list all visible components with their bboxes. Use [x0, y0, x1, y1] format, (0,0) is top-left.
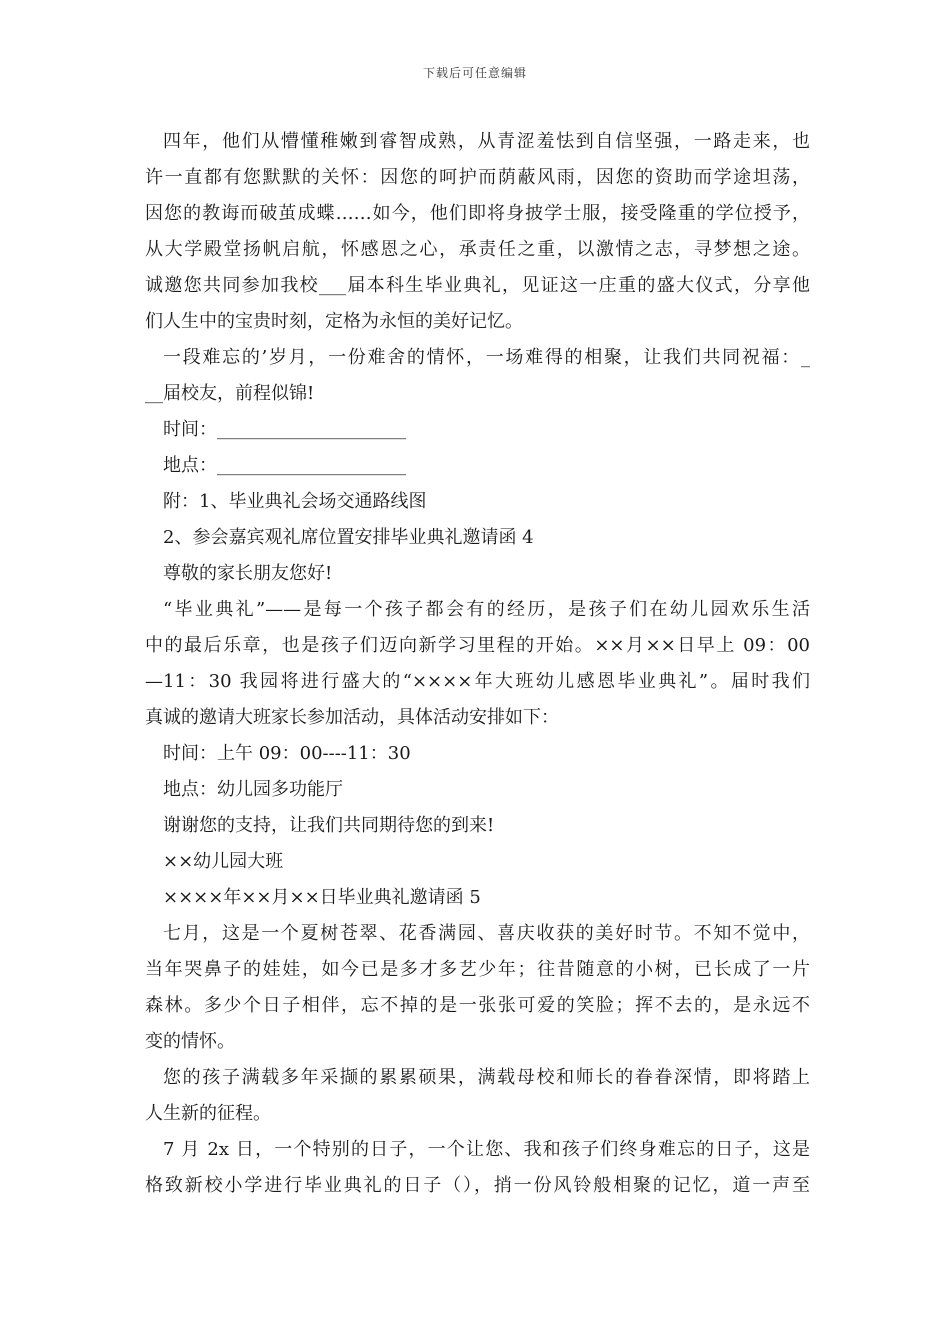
text-line: 7 月 2x 日，一个特别的日子，一个让您、我和孩子们终身难忘的日子，这是 [163, 1139, 810, 1160]
text-line: 诚邀您共同参加我校___届本科生毕业典礼，见证这一庄重的盛大仪式，分享他 [145, 275, 810, 296]
text-line: 森林。多少个日子相伴，忘不掉的是一张张可爱的笑脸；挥不去的，是永远不 [145, 995, 810, 1016]
text-line: 人生新的征程。 [145, 1103, 271, 1124]
text-line: 当年哭鼻子的娃娃，如今已是多才多艺少年；往昔随意的小树，已长成了一片 [145, 959, 810, 980]
text-line: 中的最后乐章，也是孩子们迈向新学习里程的开始。××月××日早上 09：00 [145, 635, 810, 656]
text-line: 七月，这是一个夏树苍翠、花香满园、喜庆收获的美好时节。不知不觉中， [163, 923, 810, 944]
text-line: 们人生中的宝贵时刻，定格为永恒的美好记忆。 [145, 311, 523, 332]
text-line: 格致新校小学进行毕业典礼的日子（），捎一份风铃般相聚的记忆，道一声至 [145, 1175, 810, 1196]
text-line: 地点：幼儿园多功能厅 [163, 779, 343, 800]
text-line: 2、参会嘉宾观礼席位置安排毕业典礼邀请函 4 [163, 527, 534, 548]
text-line: 地点：_____________________ [163, 455, 406, 476]
text-line: 时间：上午 09：00----11：30 [163, 743, 411, 764]
page-header: 下载后可任意编辑 [422, 66, 527, 80]
text-line: 因您的教诲而破茧成蝶……如今，他们即将身披学士服，接受隆重的学位授予， [145, 203, 810, 224]
text-line: __届校友，前程似锦! [145, 383, 315, 404]
text-line: 许一直都有您默默的关怀：因您的呵护而荫蔽风雨，因您的资助而学途坦荡， [145, 167, 810, 188]
document-body [145, 124, 810, 1204]
text-line: ××××年××月××日毕业典礼邀请函 5 [163, 887, 481, 908]
text-line: ××幼儿园大班 [163, 851, 284, 872]
text-line: 四年，他们从懵懂稚嫩到睿智成熟，从青涩羞怯到自信坚强，一路走来，也 [163, 131, 810, 152]
text-line: “毕业典礼”——是每一个孩子都会有的经历，是孩子们在幼儿园欢乐生活 [163, 599, 810, 620]
text-line: 真诚的邀请大班家长参加活动，具体活动安排如下： [145, 707, 559, 728]
text-line: 尊敬的家长朋友您好! [163, 563, 333, 584]
text-line: 您的孩子满载多年采撷的累累硕果，满载母校和师长的眷眷深情，即将踏上 [163, 1067, 810, 1088]
text-line: 谢谢您的支持，让我们共同期待您的到来! [163, 815, 495, 836]
text-line: 从大学殿堂扬帆启航，怀感恩之心，承责任之重，以激情之志，寻梦想之途。 [145, 239, 810, 260]
text-line: 一段难忘的’岁月，一份难舍的情怀，一场难得的相聚，让我们共同祝福：_ [163, 347, 810, 368]
text-line: 变的情怀。 [145, 1031, 235, 1052]
text-line: 时间：_____________________ [163, 419, 406, 440]
text-line: —11：30 我园将进行盛大的“××××年大班幼儿感恩毕业典礼”。届时我们 [145, 671, 810, 692]
text-line: 附：1、毕业典礼会场交通路线图 [163, 491, 427, 512]
